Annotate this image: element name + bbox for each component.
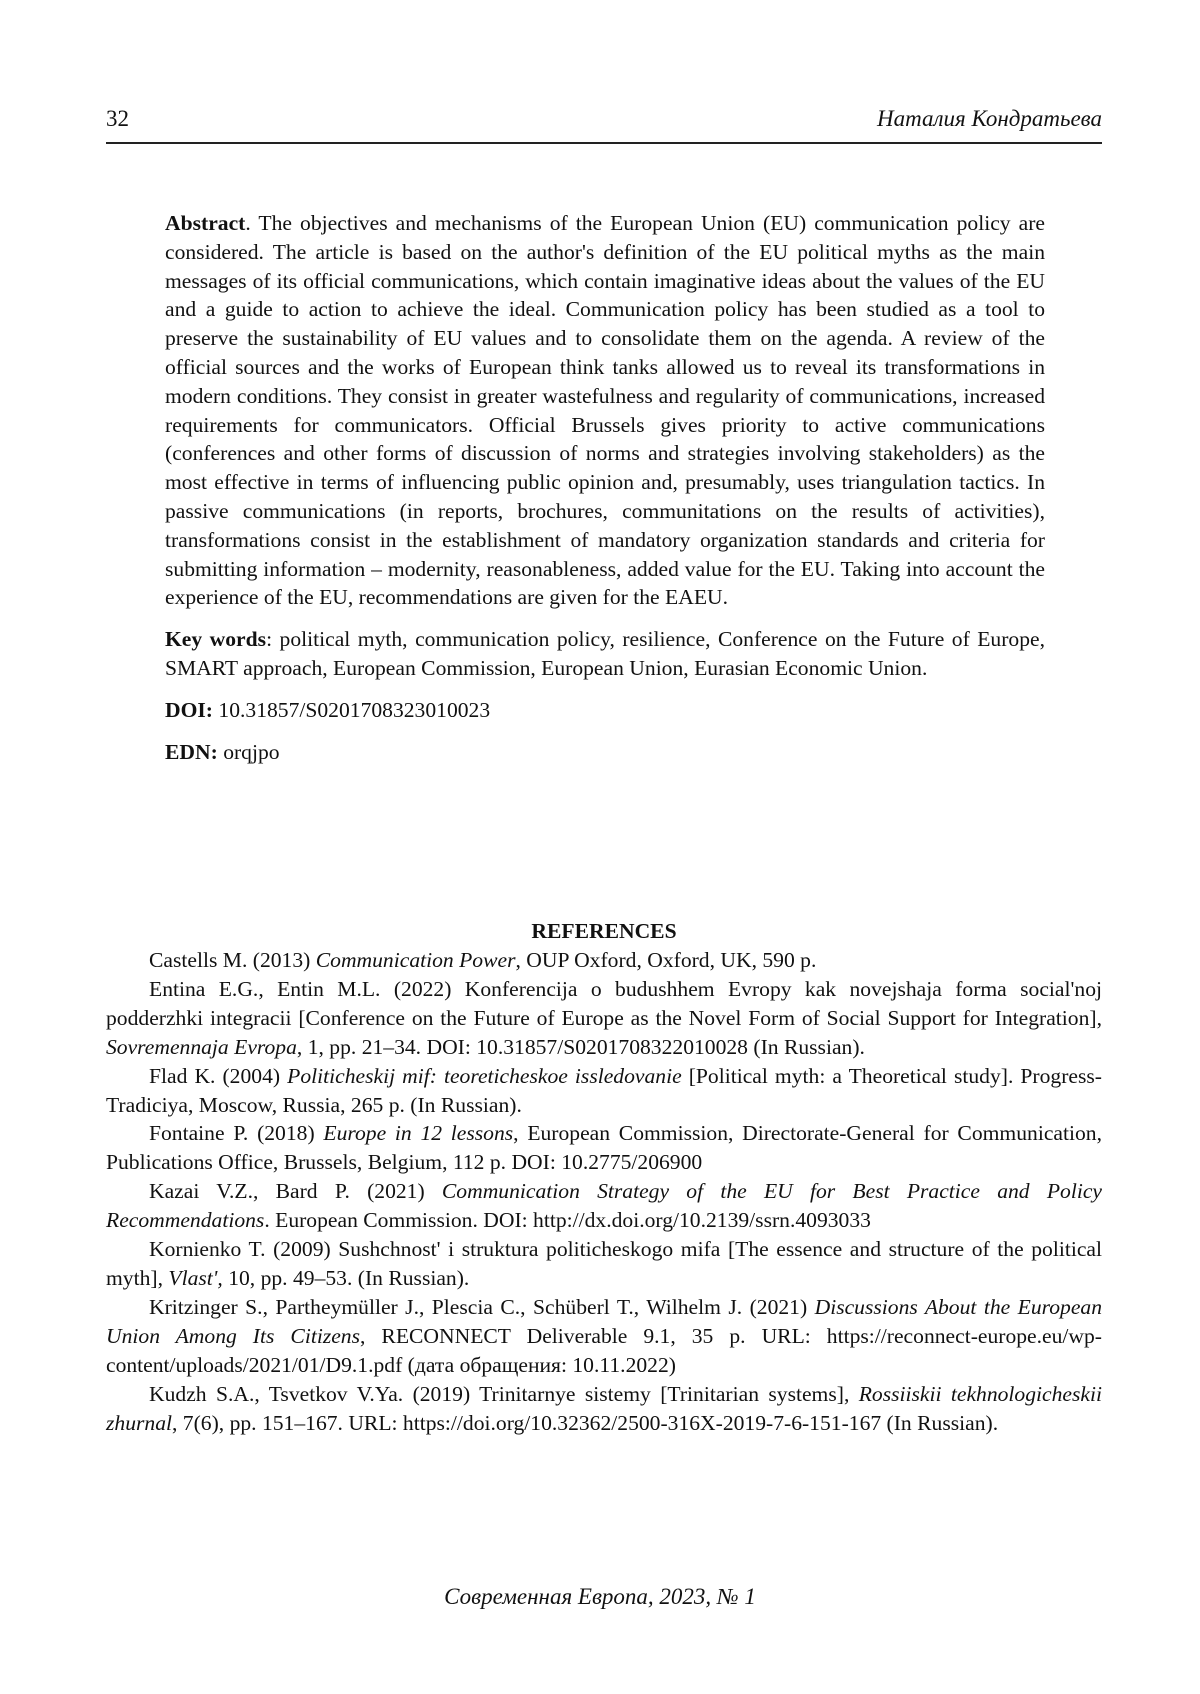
doi-value: 10.31857/S0201708323010023	[213, 697, 491, 722]
author-name: Наталия Кондратьева	[876, 106, 1102, 131]
abstract-section	[165, 209, 1045, 779]
reference-item: Kritzinger S., Partheymüller J., Plescia C., Schüberl T., Wilhelm J. (2021) Discussions About the European Union Among Its Citizens, RECONNECT Deliverable 9.1, 35 p. URL: https://reconnect-europe.eu/wp-content/uploads/2021/01/D9.1.pdf (дата обращения: 10.11.2022)	[106, 1294, 1103, 1377]
reference-item: Kudzh S.A., Tsvetkov V.Ya. (2019) Trinitarnye sistemy [Trinitarian systems], Rossiiskii tekhnologicheskii zhurnal, 7(6), pp. 151–167. URL: https://doi.org/10.32362/2500-316X-2019-7-6-151-167 (In Russian).	[106, 1381, 1102, 1435]
reference-item: Kornienko T. (2009) Sushchnost' i struktura politicheskogo mifa [The essence and structure of the political myth], Vlast', 10, pp. 49–53. (In Russian).	[106, 1237, 1102, 1290]
keywords-label: Key words	[165, 627, 267, 652]
edn-value: orqjpo	[217, 739, 280, 764]
keywords-paragraph	[165, 625, 1045, 683]
abstract-paragraph	[165, 209, 1045, 612]
running-head	[106, 106, 1102, 144]
references-section	[106, 916, 1102, 1437]
reference-item: Fontaine P. (2018) Europe in 12 lessons, European Commission, Directorate-General for Communication, Publications Office, Brussels, Belgium, 112 p. DOI: 10.2775/206900	[106, 1121, 1102, 1175]
journal-footer: Современная Европа, 2023, № 1	[444, 1584, 756, 1609]
abstract-label: Abstract	[165, 211, 246, 235]
references-heading: REFERENCES	[531, 919, 677, 943]
doi-paragraph	[165, 696, 1045, 725]
page-number: 32	[106, 106, 129, 131]
reference-item: Flad K. (2004) Politicheskij mif: teoreticheskoe issledovanie [Political myth: a Theoretical study]. Progress-Tradiciya, Moscow, Russia, 265 p. (In Russian).	[106, 1063, 1102, 1117]
reference-item: Castells M. (2013) Communication Power, OUP Oxford, Oxford, UK, 590 p.	[149, 948, 817, 972]
edn-paragraph	[165, 738, 1045, 767]
doi-label: DOI:	[165, 697, 213, 722]
reference-list	[106, 946, 1102, 1437]
reference-item: Entina E.G., Entin M.L. (2022) Konferencija o budushhem Evropy kak novejshaja forma social'noj podderzhki integracii [Conference on the Future of Europe as the Novel Form of Social Support for Integration], Sovremennaja Evropa, 1, pp. 21–34. DOI: 10.31857/S0201708322010028 (In Russian).	[106, 976, 1102, 1059]
edn-label: EDN:	[165, 739, 218, 764]
abstract-text: . The objectives and mechanisms of the European Union (EU) communication policy are considered. The article is based on the author's definition of the EU political myths as the main messages of its official communications, which contain imaginative ideas about the values of the EU and a guide to action to achieve the ideal. Communication policy has been studied as a tool to preserve the sustainability of EU values and to consolidate them on the agenda. A review of the official sources and the works of European think tanks allowed us to reveal its transformations in modern conditions. They consist in greater wastefulness and regularity of communications, increased requirements for communicators. Official Brussels gives priority to active communications (conferences and other forms of discussion of norms and strategies involving stakeholders) as the most effective in terms of influencing public opinion and, presumably, uses triangulation tactics. In passive communications (in reports, brochures, communitations on the results of activities), transformations consist in the establishment of mandatory organization standards and criteria for submitting information – modernity, reasonableness, added value for the EU. Taking into account the experience of the EU, recommendations are given for the EAEU.	[165, 211, 1045, 610]
keywords-text: : political myth, communication policy, resilience, Conference on the Future of Europe, SMART approach, European Commission, European Union, Eurasian Economic Union.	[165, 627, 1045, 680]
reference-item: Kazai V.Z., Bard P. (2021) Communication Strategy of the EU for Best Practice and Policy Recommendations. European Commission. DOI: http://dx.doi.org/10.2139/ssrn.4093033	[106, 1179, 1102, 1233]
